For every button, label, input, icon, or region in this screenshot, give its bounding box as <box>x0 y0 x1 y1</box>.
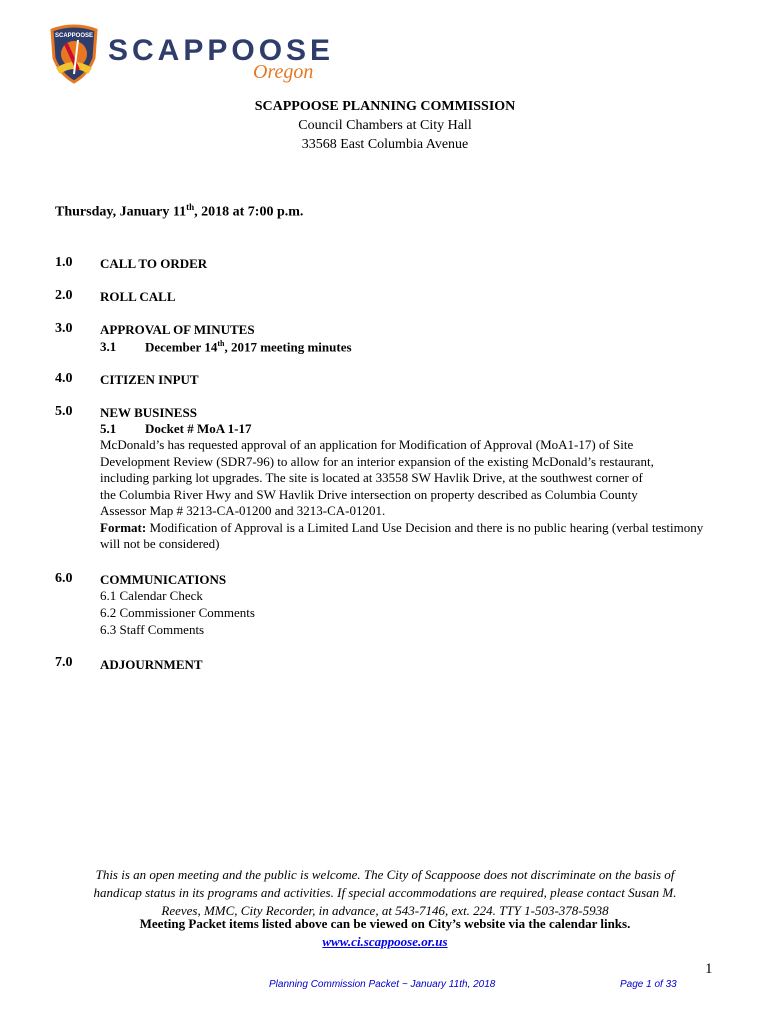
website-link[interactable] <box>0 934 770 950</box>
disclaimer-line: Reeves, MMC, City Recorder, in advance, at 543-7146, ext. 224. TTY 1-503-378-5938 <box>161 903 609 918</box>
logo-badge-text: SCAPPOOSE <box>54 33 94 39</box>
agenda-number: 4.0 <box>55 371 73 386</box>
agenda-title: NEW BUSINESS <box>100 405 197 420</box>
description-line: including parking lot upgrades. The site is located at 33558 SW Havlik Drive, at the southwest corner of <box>100 470 643 485</box>
disclaimer-line: This is an open meeting and the public is welcome. The City of Scappoose does not discriminate on the basis of <box>95 867 675 882</box>
communication-item: 6.2 Commissioner Comments <box>100 605 255 620</box>
agenda-title: APPROVAL OF MINUTES <box>100 322 255 337</box>
docket-description <box>100 437 720 553</box>
agenda-title: CALL TO ORDER <box>100 256 208 271</box>
agenda-number: 5.0 <box>55 404 73 419</box>
page-title: SCAPPOOSE PLANNING COMMISSION <box>254 99 516 114</box>
meeting-date <box>55 202 303 221</box>
footer-page-count: Page 1 of 33 <box>620 979 677 990</box>
format-line-2: will not be considered) <box>100 536 220 551</box>
date-sup: th <box>186 202 195 212</box>
footer-packet-title: Planning Commission Packet ~ January 11th, 2018 <box>269 979 496 990</box>
communication-item: 6.3 Staff Comments <box>100 622 205 637</box>
format-label: Format: <box>100 519 147 535</box>
disclaimer-line: handicap status in its programs and activities. If special accommodations are required, please contact Susan M. <box>93 885 677 900</box>
agenda-title: CITIZEN INPUT <box>100 372 199 387</box>
communication-item: 6.1 Calendar Check <box>100 588 203 603</box>
agenda-number: 3.0 <box>55 321 73 336</box>
sub-title-suffix: , 2017 meeting minutes <box>224 339 352 355</box>
city-logo <box>48 24 348 86</box>
agenda-sub-title <box>145 339 352 355</box>
agenda-sub-number: 3.1 <box>100 339 117 354</box>
agenda-title: COMMUNICATIONS <box>100 572 227 587</box>
agenda-number: 2.0 <box>55 288 73 303</box>
logo-wordmark: SCAPPOOSE <box>108 34 335 67</box>
agenda-sub-number: 5.1 <box>100 421 117 436</box>
agenda-number: 1.0 <box>55 255 73 270</box>
agenda-number: 6.0 <box>55 571 73 586</box>
packet-note: Meeting Packet items listed above can be viewed on City’s website via the calendar links. <box>139 916 631 931</box>
logo-sub-wordmark: Oregon <box>253 61 314 83</box>
format-line <box>100 520 720 537</box>
date-suffix: , 2018 at 7:00 p.m. <box>194 204 304 220</box>
agenda-title: ROLL CALL <box>100 289 176 304</box>
disclaimer <box>0 866 770 920</box>
meeting-location: Council Chambers at City Hall <box>298 118 472 133</box>
description-line: Development Review (SDR7-96) to allow for an interior expansion of the existing McDonald’s restaurant, <box>100 453 654 469</box>
date-prefix: Thursday, January 11 <box>55 204 187 220</box>
description-line: the Columbia River Hwy and SW Havlik Drive intersection on property described as Columbia County <box>100 486 638 502</box>
description-line: Assessor Map # 3213-CA-01200 and 3213-CA-01201. <box>100 503 386 518</box>
page-number: 1 <box>705 961 713 977</box>
agenda-number: 7.0 <box>55 655 73 670</box>
description-line: McDonald’s has requested approval of an application for Modification of Approval (MoA1-17) of Site <box>100 437 634 452</box>
sub-title-sup: th <box>217 339 225 348</box>
sub-title-prefix: December 14 <box>145 339 218 355</box>
agenda-title: ADJOURNMENT <box>100 657 203 672</box>
agenda-sub-title: Docket # MoA 1-17 <box>145 421 252 436</box>
website-link-text[interactable]: www.ci.scappoose.or.us <box>322 934 448 949</box>
city-logo-graphic <box>48 24 348 86</box>
format-text: Modification of Approval is a Limited Land Use Decision and there is no public hearing (verbal testimony <box>146 519 704 535</box>
meeting-address: 33568 East Columbia Avenue <box>301 137 469 152</box>
